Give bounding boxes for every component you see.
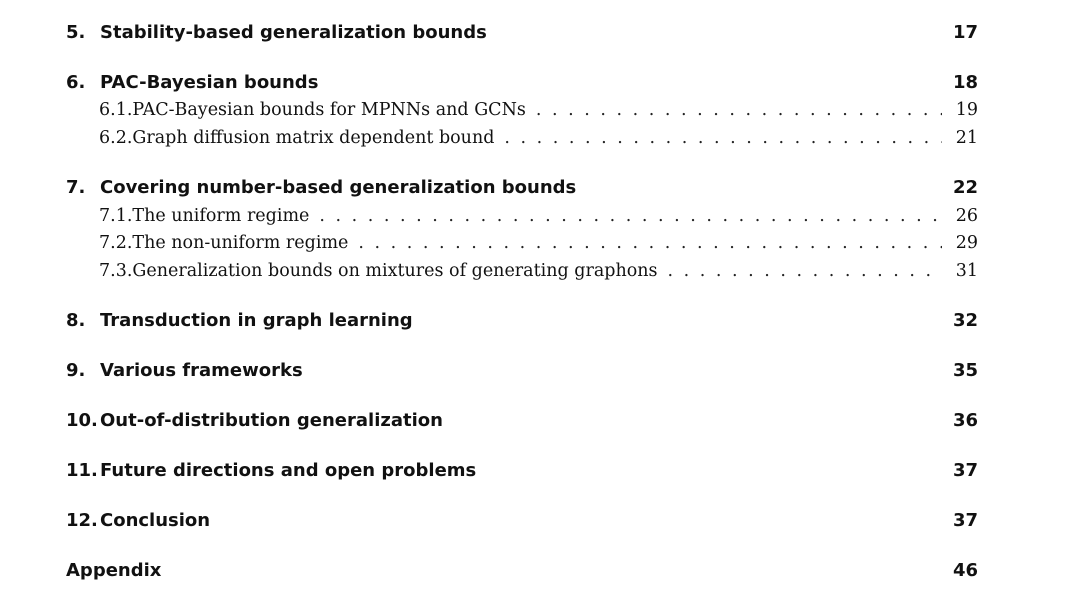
subsection-title: The non-uniform regime [132,233,349,253]
section-title: Transduction in graph learning [100,310,413,331]
section-number: 11. [66,460,98,481]
subsection-number: 6.2. [99,128,133,148]
toc-entry-subsection-6-1[interactable] [99,98,978,122]
subsection-title: Generalization bounds on mixtures of generating graphons [132,261,658,281]
section-title: Conclusion [100,510,211,531]
subsection-title: The uniform regime [132,206,310,226]
page-number: 35 [952,360,978,381]
section-title: Covering number-based generalization bounds [100,177,577,198]
page-number: 22 [952,177,978,198]
toc-entry-subsection-6-2[interactable] [99,126,978,150]
section-number: 5. [66,22,86,43]
section-number: 12. [66,510,98,531]
section-number: 10. [66,410,98,431]
page-number: 21 [955,128,978,148]
toc-entry-section-9[interactable] [66,359,978,383]
subsection-number: 7.1. [99,206,133,226]
page-number: 29 [955,233,978,253]
page-number: 37 [952,510,978,531]
page-number: 26 [955,206,978,226]
toc-entry-subsection-7-2[interactable] [99,231,978,255]
section-title: Various frameworks [100,360,303,381]
toc-entry-section-12[interactable] [66,509,978,533]
subsection-number: 6.1. [99,100,133,120]
toc-entry-section-10[interactable] [66,409,978,433]
toc-entry-section-6[interactable] [66,71,978,95]
toc-entry-section-7[interactable] [66,176,978,200]
section-title: PAC-Bayesian bounds [100,72,319,93]
subsection-title: Graph diffusion matrix dependent bound [132,128,495,148]
section-number: 6. [66,72,86,93]
toc-entry-subsection-7-1[interactable] [99,204,978,228]
section-number: 8. [66,310,86,331]
section-title: Out-of-distribution generalization [100,410,443,431]
dot-leader [668,259,942,283]
subsection-title: PAC-Bayesian bounds for MPNNs and GCNs [132,100,526,120]
dot-leader [358,231,941,255]
dot-leader [536,98,942,122]
toc-entry-section-5[interactable] [66,21,978,45]
page-number: 17 [952,22,978,43]
page-number: 37 [952,460,978,481]
toc-entry-appendix[interactable] [66,559,978,583]
page-number: 32 [952,310,978,331]
toc-entry-section-8[interactable] [66,309,978,333]
subsection-number: 7.3. [99,261,133,281]
subsection-number: 7.2. [99,233,133,253]
page-number: 36 [952,410,978,431]
dot-leader [504,126,941,150]
section-title: Stability-based generalization bounds [100,22,487,43]
section-number: 9. [66,360,86,381]
section-number: 7. [66,177,86,198]
toc-entry-subsection-7-3[interactable] [99,259,978,283]
section-title: Future directions and open problems [100,460,477,481]
page-number: 46 [952,560,978,581]
section-title: Appendix [66,560,162,581]
page-number: 31 [955,261,978,281]
page-number: 18 [952,72,978,93]
toc-entry-section-11[interactable] [66,459,978,483]
dot-leader [319,204,941,228]
page-number: 19 [955,100,978,120]
